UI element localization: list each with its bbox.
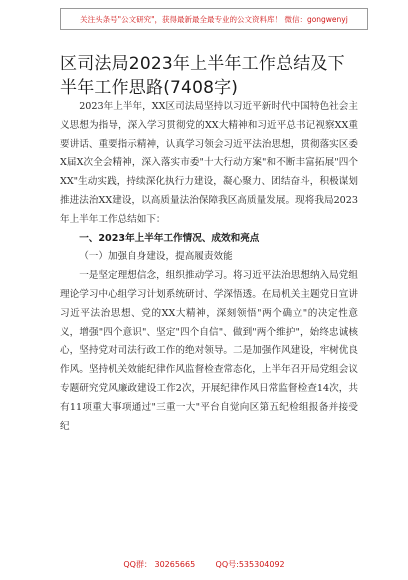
section-heading-2: （一）加强自身建设，提高履责效能 [79, 251, 233, 263]
promo-banner-text: 关注头条号"公文研究"，获得最新最全最专业的公文资料库！ 微信：gongwenyj [80, 14, 348, 24]
document-body [60, 98, 358, 436]
contact-footer [0, 559, 408, 570]
intro-paragraph: 2023年上半年，XX区司法局坚持以习近平新时代中国特色社会主义思想为指导，深入学习贯彻党的XX大精神和习近平总书记视察XX重要讲话、重要指示精神，认真学习领会习近平法治思想，贯彻落实区委X届X次全会精神，深入落实市委"十大行动方案"和不断丰富拓展"四个XX"生动实践，持续深化执行力建设，凝心聚力、团结奋斗，积极谋划推进法治XX建设，以高质量法治保障我区高质量发展。现将我局2023年上半年工作总结如下： [60, 101, 358, 225]
promo-banner [60, 8, 368, 30]
body-paragraph: 一是坚定理想信念，组织推动学习。将习近平法治思想纳入局党组理论学习中心组学习计划系统研讨、学深悟透。在局机关主题党日宣讲习近平法治思想、党的XX大精神，深刻领悟"两个确立"的决定性意义，增强"四个意识"、坚定"四个自信"、做到"两个维护"，始终忠诚核心，坚持党对司法行政工作的绝对领导。二是加强作风建设，牢树优良作风。坚持机关效能纪律作风监督检查常态化，上半年召开局党组会议专题研究党风廉政建设工作2次，开展纪律作风日常监督检查14次，共有11项重大事项通过"三重一大"平台自觉向区第五纪检组报备并接受纪 [60, 270, 358, 432]
section-heading-1: 一、2023年上半年工作情况、成效和亮点 [79, 232, 260, 244]
qq-group: QQ群： 30265665 [123, 560, 196, 569]
qq-number: QQ号:535304092 [215, 560, 285, 569]
document-title: 区司法局2023年上半年工作总结及下半年工作思路(7408字) [60, 54, 345, 98]
